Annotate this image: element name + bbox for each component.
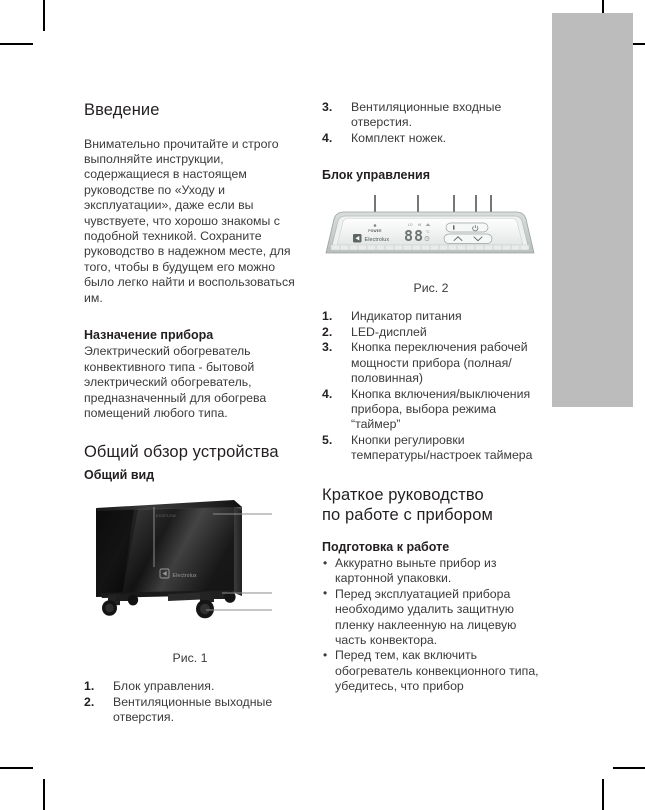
list-item: [322, 433, 540, 464]
list-number: 2.: [322, 324, 333, 339]
svg-text:Electrolux: Electrolux: [172, 573, 197, 580]
list-number: 4.: [322, 386, 333, 401]
list-text: Вентиляционные выходные отверстия.: [113, 694, 273, 725]
figure-1-caption: Рис. 1: [172, 651, 208, 666]
purpose-paragraph: Электрический обогреватель конвективного типа - бытовой электрический обогреватель, предназначенный для обогрева помещений любого типа.: [84, 344, 267, 420]
purpose-heading: Назначение прибора: [84, 328, 214, 343]
spacer: [84, 306, 296, 327]
list-item: [322, 100, 540, 131]
list-text: Кнопка переключения рабочей мощности прибора (полная/половинная): [351, 340, 528, 386]
spacer: [322, 464, 540, 485]
svg-text:88: 88: [403, 227, 425, 246]
general-view-heading: Общий вид: [84, 468, 155, 482]
intro-paragraph: Внимательно прочитайте и строго выполняйте инструкции, содержащиеся в настоящем руководстве по «Уходу и эксплуатации», даже если вы чувствуете, что хорошо знакомы с подобной техникой. Сохраните руководство в надежном месте, для того, чтобы в будущем его можно было легко найти и воспользоваться им.: [84, 136, 295, 305]
list-text: Кнопка включения/выключения прибора, выбора режима “таймер”: [351, 386, 531, 432]
list-item: [322, 309, 540, 324]
quickstart-heading-line-1: Краткое руководство: [322, 485, 484, 504]
quickstart-heading-line-2: по работе с прибором: [322, 506, 493, 525]
list-number: 1.: [322, 309, 333, 324]
heater-illustration: [82, 497, 298, 629]
list-item: [84, 695, 296, 726]
spacer: [84, 421, 296, 442]
chapter-thumb-tab: [552, 13, 633, 407]
list-text: Вентиляционные входные отверстия.: [351, 100, 502, 130]
list-text: Комплект ножек.: [351, 130, 447, 145]
figure-2-caption: Рис. 2: [413, 281, 449, 296]
crop-mark-bottom-left-horizontal: [0, 767, 33, 769]
preparation-heading: Подготовка к работе: [322, 539, 450, 554]
quickstart-heading: [322, 485, 540, 526]
list-item: [322, 387, 540, 433]
parts-list-right: [322, 100, 540, 146]
crop-mark-bottom-left-vertical: [43, 779, 45, 810]
control-parts-list: [322, 309, 540, 463]
list-text: LED-дисплей: [351, 324, 427, 339]
crop-mark-bottom-right-vertical: [602, 779, 604, 810]
bullet-icon: •: [323, 586, 328, 601]
figure-2: [322, 195, 540, 275]
list-item: [322, 648, 540, 694]
list-item: [322, 587, 540, 649]
spacer: [322, 146, 540, 167]
list-number: 4.: [322, 130, 333, 145]
bullet-icon: •: [323, 555, 328, 570]
parts-list-left: [84, 679, 296, 725]
power-led-icon: [374, 225, 377, 228]
list-item: [322, 131, 540, 146]
list-item: [322, 325, 540, 340]
crop-mark-top-left-horizontal: [0, 43, 33, 45]
intro-heading: Введение: [84, 101, 160, 119]
crop-mark-bottom-right-horizontal: [613, 767, 645, 769]
svg-text:POWER: POWER: [368, 229, 382, 234]
overview-heading: Общий обзор устройства: [84, 443, 279, 462]
list-number: 3.: [322, 100, 333, 114]
svg-text:°C: °C: [426, 230, 430, 235]
list-text: Кнопки регулировки температуры/настроек таймера: [351, 432, 533, 463]
crop-mark-top-left-vertical: [43, 0, 45, 31]
arrow-buttons-icon: [444, 234, 492, 244]
list-text: Индикатор питания: [351, 309, 462, 324]
list-text: Перед тем, как включить обогреватель конвекционного типа, убедитесь, что прибор: [335, 648, 539, 694]
right-column: [322, 100, 540, 695]
list-number: 1.: [84, 679, 95, 694]
list-number: 3.: [322, 340, 333, 355]
left-column: [84, 100, 296, 725]
list-item: [84, 679, 296, 694]
preparation-bullets: [322, 556, 540, 695]
list-text: Перед эксплуатацией прибора необходимо удалить защитную пленку наклеенную на лицевую часть конвектора.: [335, 586, 517, 648]
list-text: Аккуратно выньте прибор из картонной упаковки.: [335, 556, 497, 586]
svg-text:Electrolux: Electrolux: [364, 237, 390, 244]
list-number: 5.: [322, 432, 333, 447]
svg-text:HI: HI: [418, 223, 422, 228]
bullet-icon: •: [323, 647, 328, 662]
list-number: 2.: [84, 694, 95, 709]
control-panel-illustration: [318, 195, 542, 267]
list-text: Блок управления.: [113, 679, 215, 694]
spacer: [84, 665, 296, 679]
svg-text:LO: LO: [408, 223, 413, 228]
spacer: [322, 295, 540, 309]
control-unit-heading: Блок управления: [322, 168, 430, 183]
list-item: [322, 556, 540, 587]
list-item: [322, 340, 540, 386]
figure-1: [84, 497, 296, 645]
svg-text:ЕСОFLOW: ЕСОFLOW: [156, 514, 176, 519]
mode-button-icon: [446, 223, 488, 232]
